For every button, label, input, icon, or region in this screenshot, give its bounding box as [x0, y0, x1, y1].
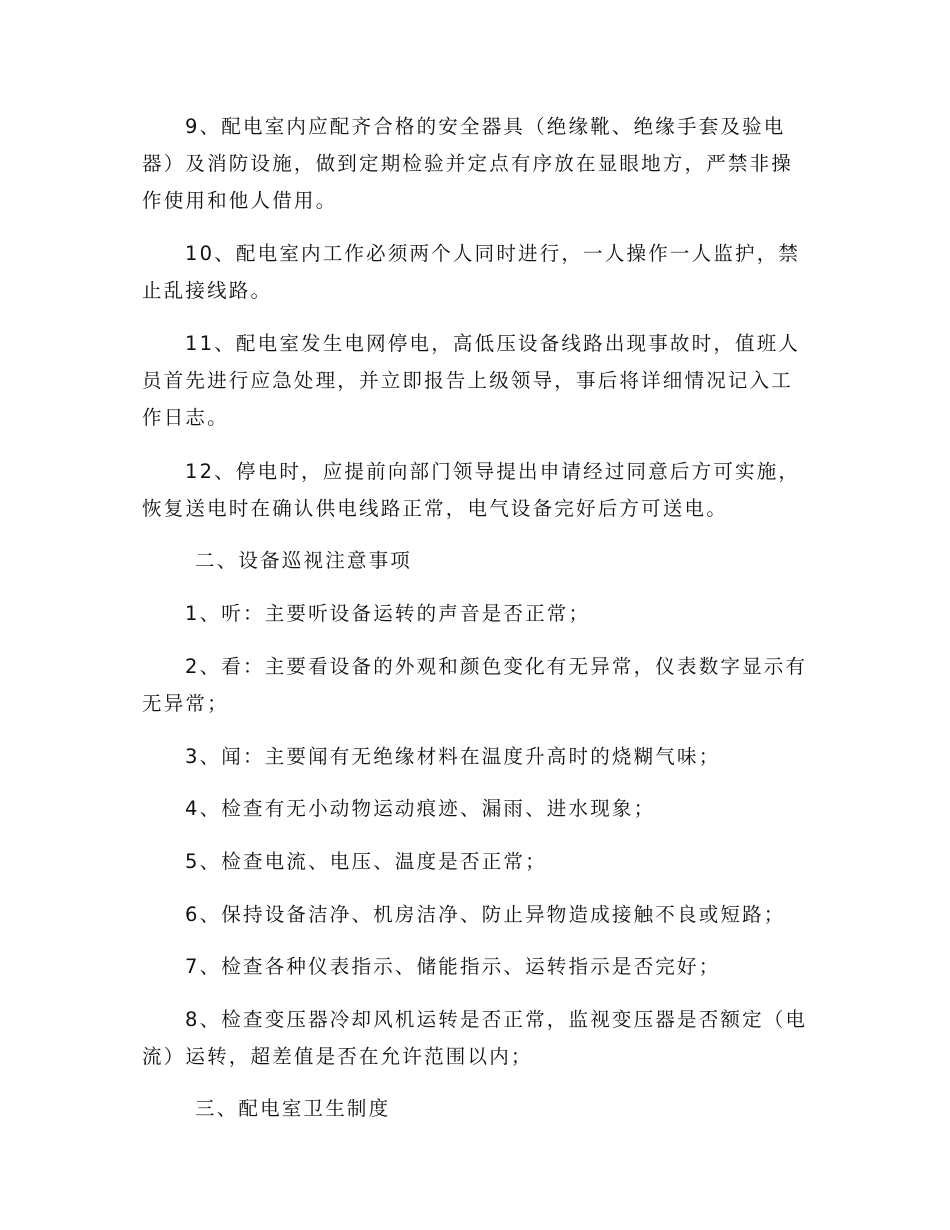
- inspection-item-3: 3、闻：主要闻有无绝缘材料在温度升高时的烧糊气味；: [185, 745, 721, 768]
- paragraph-item-9: 9、配电室内应配齐合格的安全器具（绝缘靴、绝缘手套及验电器）及消防设施，做到定期检验并定点有序放在显眼地方，严禁非操作使用和他人借用。: [142, 115, 794, 212]
- inspection-item-8: 8、检查变压器冷却风机运转是否正常，监视变压器是否额定（电流）运转，超差值是否在允许范围以内；: [142, 1008, 808, 1068]
- inspection-item-6: 6、保持设备洁净、机房洁净、防止异物造成接触不良或短路；: [185, 903, 786, 926]
- paragraph-item-12: 12、停电时，应提前向部门领导提出申请经过同意后方可实施，恢复送电时在确认供电线路正常，电气设备完好后方可送电。: [142, 460, 801, 520]
- paragraph-item-10: 10、配电室内工作必须两个人同时进行，一人操作一人监护，禁止乱接线路。: [142, 242, 801, 302]
- inspection-item-2: 2、看：主要看设备的外观和颜色变化有无异常，仪表数字显示有无异常；: [142, 655, 808, 715]
- inspection-item-1: 1、听：主要听设备运转的声音是否正常；: [185, 602, 591, 625]
- section-heading-2: 二、设备巡视注意事项: [195, 549, 413, 572]
- inspection-item-5: 5、检查电流、电压、温度是否正常；: [185, 850, 547, 873]
- inspection-item-7: 7、检查各种仪表指示、储能指示、运转指示是否完好；: [185, 955, 721, 978]
- section-heading-3: 三、配电室卫生制度: [195, 1097, 391, 1120]
- paragraph-item-11: 11、配电室发生电网停电，高低压设备线路出现事故时，值班人员首先进行应急处理，并立即报告上级领导，事后将详细情况记入工作日志。: [142, 332, 801, 429]
- inspection-item-4: 4、检查有无小动物运动痕迹、漏雨、进水现象；: [185, 797, 656, 820]
